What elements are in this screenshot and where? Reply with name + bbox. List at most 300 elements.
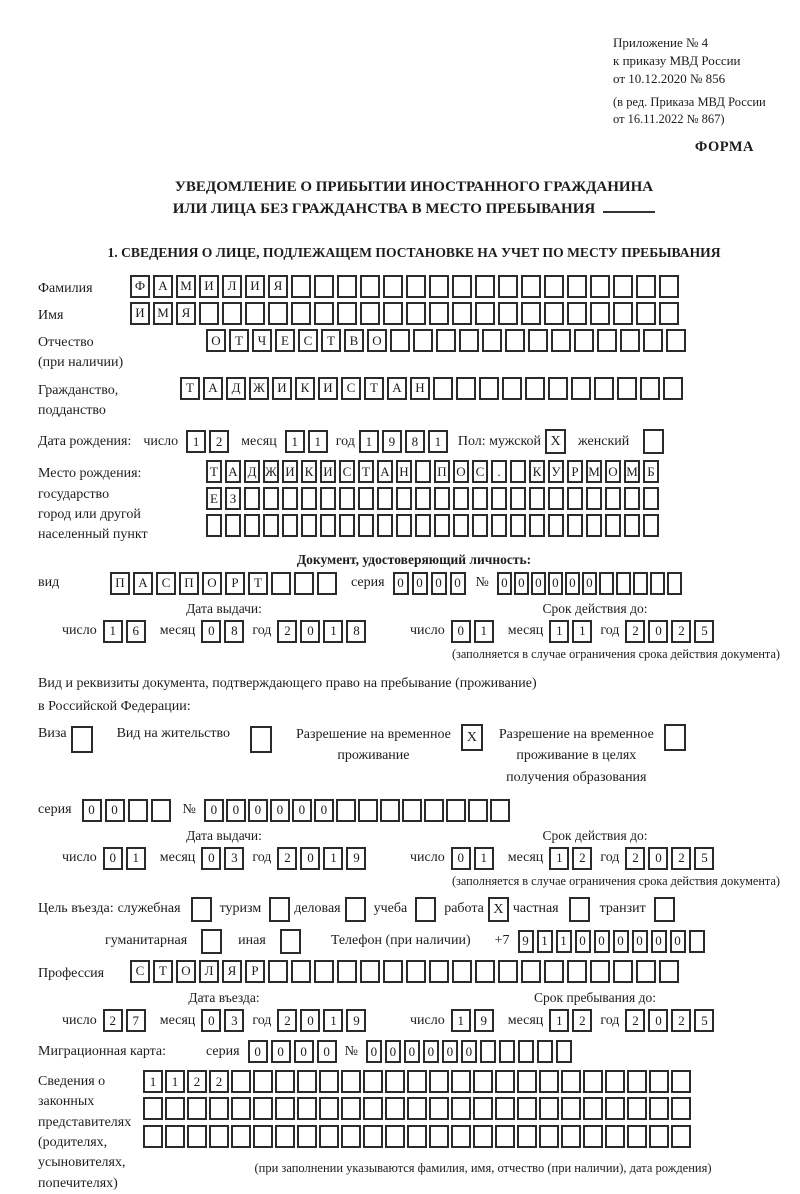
char-cell[interactable]: И — [272, 377, 292, 400]
char-cell[interactable] — [383, 960, 403, 983]
char-cell[interactable]: Т — [180, 377, 200, 400]
char-cell[interactable] — [574, 329, 594, 352]
char-cell[interactable] — [499, 1040, 515, 1063]
char-cell[interactable] — [263, 487, 279, 510]
char-cell[interactable] — [459, 329, 479, 352]
char-cell[interactable] — [491, 514, 507, 537]
char-cell[interactable]: 1 — [126, 847, 146, 870]
char-cell[interactable] — [561, 1070, 581, 1093]
char-cell[interactable] — [436, 329, 456, 352]
char-cell[interactable] — [567, 275, 587, 298]
char-cell[interactable] — [319, 1125, 339, 1148]
char-cell[interactable]: 1 — [285, 430, 305, 453]
char-cell[interactable] — [433, 377, 453, 400]
char-cell[interactable] — [319, 1070, 339, 1093]
char-cell[interactable] — [594, 377, 614, 400]
char-cell[interactable]: 2 — [209, 430, 229, 453]
char-cell[interactable]: 0 — [648, 847, 668, 870]
char-cell[interactable] — [456, 377, 476, 400]
char-cell[interactable]: В — [344, 329, 364, 352]
char-cell[interactable] — [199, 302, 219, 325]
char-cell[interactable]: 5 — [694, 620, 714, 643]
char-cell[interactable]: 1 — [359, 430, 379, 453]
char-cell[interactable] — [495, 1070, 515, 1093]
char-cell[interactable]: 0 — [442, 1040, 458, 1063]
char-cell[interactable] — [475, 275, 495, 298]
char-cell[interactable] — [667, 572, 682, 595]
char-cell[interactable] — [659, 302, 679, 325]
char-cell[interactable]: И — [320, 460, 336, 483]
char-cell[interactable] — [275, 1125, 295, 1148]
purpose-tourism-checkbox[interactable] — [269, 897, 290, 922]
char-cell[interactable] — [209, 1097, 229, 1120]
char-cell[interactable]: 0 — [226, 799, 246, 822]
char-cell[interactable] — [339, 487, 355, 510]
char-cell[interactable] — [480, 1040, 496, 1063]
char-cell[interactable] — [556, 1040, 572, 1063]
temp-residence-edu-checkbox[interactable] — [664, 724, 686, 751]
char-cell[interactable] — [320, 487, 336, 510]
char-cell[interactable]: 9 — [518, 930, 534, 953]
char-cell[interactable] — [590, 302, 610, 325]
char-cell[interactable]: Я — [222, 960, 242, 983]
char-cell[interactable]: 0 — [201, 620, 221, 643]
char-cell[interactable] — [434, 487, 450, 510]
char-cell[interactable]: 2 — [572, 847, 592, 870]
char-cell[interactable] — [539, 1125, 559, 1148]
char-cell[interactable] — [360, 960, 380, 983]
char-cell[interactable] — [452, 302, 472, 325]
char-cell[interactable]: 2 — [103, 1009, 123, 1032]
char-cell[interactable]: Е — [206, 487, 222, 510]
purpose-work-checkbox[interactable]: X — [488, 897, 509, 922]
purpose-service-checkbox[interactable] — [191, 897, 212, 922]
char-cell[interactable] — [502, 377, 522, 400]
char-cell[interactable] — [605, 487, 621, 510]
char-cell[interactable]: Н — [396, 460, 412, 483]
char-cell[interactable]: О — [176, 960, 196, 983]
char-cell[interactable]: У — [548, 460, 564, 483]
char-cell[interactable]: 6 — [126, 620, 146, 643]
char-cell[interactable] — [617, 377, 637, 400]
char-cell[interactable] — [548, 487, 564, 510]
char-cell[interactable]: 0 — [300, 847, 320, 870]
char-cell[interactable] — [551, 329, 571, 352]
char-cell[interactable]: 1 — [549, 1009, 569, 1032]
char-cell[interactable]: Р — [567, 460, 583, 483]
char-cell[interactable] — [666, 329, 686, 352]
char-cell[interactable] — [360, 275, 380, 298]
char-cell[interactable] — [407, 1125, 427, 1148]
char-cell[interactable]: 8 — [405, 430, 425, 453]
char-cell[interactable]: 2 — [671, 847, 691, 870]
char-cell[interactable] — [244, 514, 260, 537]
char-cell[interactable] — [358, 799, 378, 822]
char-cell[interactable] — [385, 1097, 405, 1120]
char-cell[interactable] — [537, 1040, 553, 1063]
char-cell[interactable] — [521, 302, 541, 325]
char-cell[interactable] — [143, 1097, 163, 1120]
char-cell[interactable]: 0 — [497, 572, 512, 595]
char-cell[interactable]: 0 — [271, 1040, 291, 1063]
char-cell[interactable]: М — [586, 460, 602, 483]
char-cell[interactable] — [649, 1125, 669, 1148]
char-cell[interactable]: 1 — [103, 620, 123, 643]
female-checkbox[interactable] — [643, 429, 664, 454]
char-cell[interactable]: . — [491, 460, 507, 483]
char-cell[interactable] — [363, 1097, 383, 1120]
char-cell[interactable] — [627, 1070, 647, 1093]
char-cell[interactable] — [415, 514, 431, 537]
char-cell[interactable] — [282, 514, 298, 537]
char-cell[interactable] — [521, 275, 541, 298]
char-cell[interactable] — [452, 960, 472, 983]
char-cell[interactable] — [358, 514, 374, 537]
char-cell[interactable] — [567, 487, 583, 510]
char-cell[interactable]: П — [179, 572, 199, 595]
char-cell[interactable]: 0 — [300, 620, 320, 643]
char-cell[interactable] — [358, 487, 374, 510]
char-cell[interactable] — [275, 1097, 295, 1120]
char-cell[interactable] — [291, 275, 311, 298]
char-cell[interactable] — [605, 1070, 625, 1093]
char-cell[interactable]: Т — [248, 572, 268, 595]
char-cell[interactable] — [407, 1070, 427, 1093]
char-cell[interactable]: 7 — [126, 1009, 146, 1032]
char-cell[interactable]: Я — [176, 302, 196, 325]
char-cell[interactable] — [253, 1070, 273, 1093]
char-cell[interactable]: Т — [358, 460, 374, 483]
char-cell[interactable] — [517, 1097, 537, 1120]
char-cell[interactable] — [624, 487, 640, 510]
char-cell[interactable] — [517, 1125, 537, 1148]
char-cell[interactable] — [567, 514, 583, 537]
char-cell[interactable] — [597, 329, 617, 352]
char-cell[interactable] — [479, 377, 499, 400]
char-cell[interactable]: П — [434, 460, 450, 483]
char-cell[interactable] — [301, 514, 317, 537]
char-cell[interactable] — [341, 1097, 361, 1120]
char-cell[interactable]: 0 — [613, 930, 629, 953]
char-cell[interactable]: 2 — [277, 620, 297, 643]
char-cell[interactable] — [671, 1125, 691, 1148]
char-cell[interactable] — [613, 275, 633, 298]
char-cell[interactable] — [605, 514, 621, 537]
char-cell[interactable]: 1 — [143, 1070, 163, 1093]
char-cell[interactable]: Л — [199, 960, 219, 983]
char-cell[interactable] — [468, 799, 488, 822]
char-cell[interactable] — [429, 1070, 449, 1093]
char-cell[interactable] — [413, 329, 433, 352]
char-cell[interactable] — [165, 1125, 185, 1148]
char-cell[interactable] — [633, 572, 648, 595]
char-cell[interactable] — [446, 799, 466, 822]
char-cell[interactable]: 0 — [292, 799, 312, 822]
char-cell[interactable]: 0 — [648, 620, 668, 643]
char-cell[interactable]: 0 — [366, 1040, 382, 1063]
char-cell[interactable]: Ж — [249, 377, 269, 400]
char-cell[interactable]: 2 — [572, 1009, 592, 1032]
char-cell[interactable] — [209, 1125, 229, 1148]
char-cell[interactable] — [406, 302, 426, 325]
char-cell[interactable] — [451, 1097, 471, 1120]
char-cell[interactable]: 0 — [461, 1040, 477, 1063]
char-cell[interactable] — [291, 302, 311, 325]
char-cell[interactable] — [385, 1070, 405, 1093]
char-cell[interactable]: Ч — [252, 329, 272, 352]
char-cell[interactable] — [143, 1125, 163, 1148]
char-cell[interactable]: О — [453, 460, 469, 483]
char-cell[interactable] — [613, 302, 633, 325]
char-cell[interactable] — [301, 487, 317, 510]
char-cell[interactable] — [475, 302, 495, 325]
char-cell[interactable] — [282, 487, 298, 510]
char-cell[interactable] — [320, 514, 336, 537]
char-cell[interactable]: 2 — [625, 620, 645, 643]
char-cell[interactable] — [599, 572, 614, 595]
temp-residence-checkbox[interactable]: X — [461, 724, 483, 751]
char-cell[interactable]: 0 — [548, 572, 563, 595]
char-cell[interactable]: Л — [222, 275, 242, 298]
char-cell[interactable]: 0 — [82, 799, 102, 822]
char-cell[interactable] — [231, 1070, 251, 1093]
char-cell[interactable]: 9 — [346, 1009, 366, 1032]
char-cell[interactable]: 1 — [549, 847, 569, 870]
char-cell[interactable] — [337, 302, 357, 325]
char-cell[interactable] — [475, 960, 495, 983]
char-cell[interactable] — [624, 514, 640, 537]
char-cell[interactable] — [495, 1097, 515, 1120]
char-cell[interactable]: 1 — [556, 930, 572, 953]
char-cell[interactable] — [650, 572, 665, 595]
char-cell[interactable] — [659, 960, 679, 983]
char-cell[interactable] — [222, 302, 242, 325]
char-cell[interactable] — [275, 1070, 295, 1093]
char-cell[interactable]: Р — [245, 960, 265, 983]
char-cell[interactable] — [165, 1097, 185, 1120]
char-cell[interactable]: 0 — [575, 930, 591, 953]
char-cell[interactable]: А — [133, 572, 153, 595]
char-cell[interactable]: О — [367, 329, 387, 352]
char-cell[interactable]: С — [341, 377, 361, 400]
char-cell[interactable]: С — [339, 460, 355, 483]
purpose-humanitarian-checkbox[interactable] — [201, 929, 222, 954]
char-cell[interactable]: А — [387, 377, 407, 400]
char-cell[interactable]: 1 — [537, 930, 553, 953]
char-cell[interactable]: 0 — [248, 799, 268, 822]
char-cell[interactable]: 3 — [224, 847, 244, 870]
char-cell[interactable] — [544, 960, 564, 983]
char-cell[interactable] — [406, 275, 426, 298]
purpose-other-checkbox[interactable] — [280, 929, 301, 954]
char-cell[interactable] — [385, 1125, 405, 1148]
char-cell[interactable]: 2 — [209, 1070, 229, 1093]
char-cell[interactable] — [244, 487, 260, 510]
char-cell[interactable] — [498, 960, 518, 983]
char-cell[interactable] — [643, 514, 659, 537]
char-cell[interactable] — [253, 1097, 273, 1120]
char-cell[interactable] — [586, 487, 602, 510]
char-cell[interactable] — [616, 572, 631, 595]
char-cell[interactable]: 1 — [549, 620, 569, 643]
char-cell[interactable] — [429, 960, 449, 983]
char-cell[interactable]: 2 — [625, 847, 645, 870]
char-cell[interactable]: И — [130, 302, 150, 325]
char-cell[interactable]: 0 — [105, 799, 125, 822]
char-cell[interactable] — [291, 960, 311, 983]
char-cell[interactable]: 0 — [300, 1009, 320, 1032]
char-cell[interactable]: 0 — [201, 847, 221, 870]
char-cell[interactable] — [383, 275, 403, 298]
char-cell[interactable] — [473, 1070, 493, 1093]
char-cell[interactable]: А — [153, 275, 173, 298]
char-cell[interactable]: 0 — [412, 572, 428, 595]
char-cell[interactable] — [231, 1097, 251, 1120]
char-cell[interactable]: 0 — [248, 1040, 268, 1063]
char-cell[interactable] — [453, 514, 469, 537]
char-cell[interactable]: 0 — [423, 1040, 439, 1063]
char-cell[interactable] — [571, 377, 591, 400]
char-cell[interactable]: Т — [364, 377, 384, 400]
char-cell[interactable]: 2 — [625, 1009, 645, 1032]
char-cell[interactable] — [451, 1070, 471, 1093]
char-cell[interactable]: 0 — [294, 1040, 314, 1063]
char-cell[interactable] — [544, 302, 564, 325]
char-cell[interactable] — [640, 377, 660, 400]
char-cell[interactable]: И — [282, 460, 298, 483]
char-cell[interactable] — [268, 302, 288, 325]
char-cell[interactable] — [429, 275, 449, 298]
char-cell[interactable] — [663, 377, 683, 400]
char-cell[interactable] — [453, 487, 469, 510]
char-cell[interactable] — [383, 302, 403, 325]
char-cell[interactable] — [605, 1125, 625, 1148]
char-cell[interactable] — [360, 302, 380, 325]
char-cell[interactable] — [337, 275, 357, 298]
char-cell[interactable]: С — [130, 960, 150, 983]
char-cell[interactable] — [583, 1070, 603, 1093]
char-cell[interactable]: 9 — [474, 1009, 494, 1032]
char-cell[interactable]: Т — [321, 329, 341, 352]
char-cell[interactable] — [187, 1097, 207, 1120]
char-cell[interactable] — [415, 487, 431, 510]
char-cell[interactable] — [336, 799, 356, 822]
char-cell[interactable]: 2 — [187, 1070, 207, 1093]
char-cell[interactable] — [627, 1097, 647, 1120]
char-cell[interactable]: Е — [275, 329, 295, 352]
char-cell[interactable] — [341, 1125, 361, 1148]
char-cell[interactable]: Д — [244, 460, 260, 483]
char-cell[interactable] — [406, 960, 426, 983]
char-cell[interactable] — [337, 960, 357, 983]
char-cell[interactable] — [415, 460, 431, 483]
char-cell[interactable] — [402, 799, 422, 822]
char-cell[interactable] — [613, 960, 633, 983]
char-cell[interactable]: 0 — [514, 572, 529, 595]
char-cell[interactable] — [429, 302, 449, 325]
char-cell[interactable]: М — [176, 275, 196, 298]
char-cell[interactable]: 2 — [277, 847, 297, 870]
char-cell[interactable]: 2 — [671, 1009, 691, 1032]
char-cell[interactable]: 0 — [431, 572, 447, 595]
char-cell[interactable]: А — [225, 460, 241, 483]
char-cell[interactable] — [472, 487, 488, 510]
char-cell[interactable] — [396, 487, 412, 510]
char-cell[interactable]: 1 — [474, 620, 494, 643]
char-cell[interactable] — [314, 960, 334, 983]
purpose-transit-checkbox[interactable] — [654, 897, 675, 922]
char-cell[interactable]: 0 — [582, 572, 597, 595]
char-cell[interactable] — [424, 799, 444, 822]
char-cell[interactable]: 1 — [572, 620, 592, 643]
char-cell[interactable]: Р — [225, 572, 245, 595]
char-cell[interactable]: К — [529, 460, 545, 483]
char-cell[interactable] — [231, 1125, 251, 1148]
char-cell[interactable]: 0 — [651, 930, 667, 953]
char-cell[interactable]: 0 — [393, 572, 409, 595]
char-cell[interactable] — [451, 1125, 471, 1148]
char-cell[interactable] — [510, 487, 526, 510]
char-cell[interactable]: 1 — [474, 847, 494, 870]
char-cell[interactable] — [620, 329, 640, 352]
char-cell[interactable]: 1 — [323, 847, 343, 870]
char-cell[interactable] — [636, 960, 656, 983]
char-cell[interactable] — [482, 329, 502, 352]
char-cell[interactable]: Т — [229, 329, 249, 352]
char-cell[interactable] — [636, 302, 656, 325]
char-cell[interactable] — [636, 275, 656, 298]
char-cell[interactable]: 0 — [670, 930, 686, 953]
char-cell[interactable]: 0 — [632, 930, 648, 953]
char-cell[interactable]: 0 — [451, 847, 471, 870]
char-cell[interactable] — [528, 329, 548, 352]
char-cell[interactable] — [314, 275, 334, 298]
char-cell[interactable] — [539, 1097, 559, 1120]
char-cell[interactable]: М — [624, 460, 640, 483]
char-cell[interactable]: 1 — [186, 430, 206, 453]
char-cell[interactable]: 0 — [103, 847, 123, 870]
char-cell[interactable]: Д — [226, 377, 246, 400]
visa-checkbox[interactable] — [71, 726, 93, 753]
char-cell[interactable]: А — [203, 377, 223, 400]
char-cell[interactable] — [510, 514, 526, 537]
char-cell[interactable]: 0 — [648, 1009, 668, 1032]
char-cell[interactable]: 0 — [594, 930, 610, 953]
residence-permit-checkbox[interactable] — [250, 726, 272, 753]
char-cell[interactable] — [518, 1040, 534, 1063]
char-cell[interactable] — [294, 572, 314, 595]
char-cell[interactable]: 0 — [314, 799, 334, 822]
char-cell[interactable]: 5 — [694, 1009, 714, 1032]
char-cell[interactable]: 1 — [451, 1009, 471, 1032]
char-cell[interactable] — [605, 1097, 625, 1120]
char-cell[interactable]: 9 — [346, 847, 366, 870]
char-cell[interactable]: К — [295, 377, 315, 400]
char-cell[interactable]: 0 — [201, 1009, 221, 1032]
char-cell[interactable] — [206, 514, 222, 537]
char-cell[interactable]: Я — [268, 275, 288, 298]
char-cell[interactable] — [649, 1097, 669, 1120]
char-cell[interactable] — [473, 1125, 493, 1148]
char-cell[interactable] — [363, 1070, 383, 1093]
char-cell[interactable] — [498, 302, 518, 325]
char-cell[interactable] — [583, 1097, 603, 1120]
char-cell[interactable]: С — [472, 460, 488, 483]
char-cell[interactable] — [452, 275, 472, 298]
char-cell[interactable] — [525, 377, 545, 400]
char-cell[interactable]: Ж — [263, 460, 279, 483]
char-cell[interactable] — [659, 275, 679, 298]
